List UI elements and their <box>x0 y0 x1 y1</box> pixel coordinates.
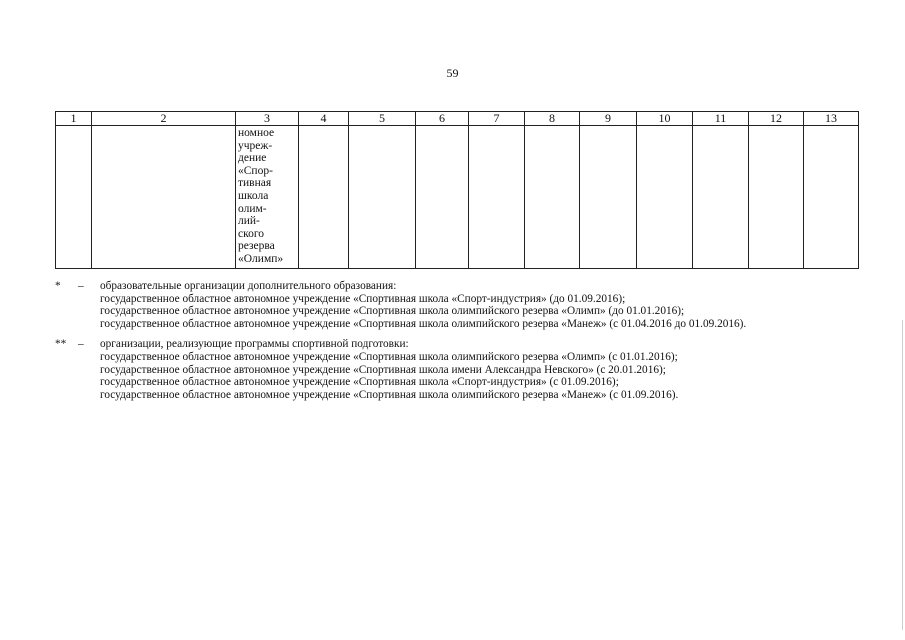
column-header: 1 <box>56 112 92 126</box>
footnote-line: государственное областное автономное учреждение «Спортивная школа олимпийского резерва «Олимп» (с 01.01.2016); <box>100 350 678 363</box>
footnote-line: государственное областное автономное учреждение «Спортивная школа олимпийского резерва «Олимп» (до 01.01.2016); <box>100 305 685 318</box>
footnote-dash: – <box>78 280 84 292</box>
table-cell-institution: номное учреж- дение «Спор- тивная школа олим- лий- ского резерва «Олимп» <box>236 126 299 269</box>
column-header: 4 <box>299 112 349 126</box>
page-number: 59 <box>446 66 459 80</box>
footnote-title: организации, реализующие программы спортивной подготовки: <box>100 338 409 351</box>
table-cell <box>749 126 804 269</box>
column-header: 7 <box>469 112 525 126</box>
table-cell <box>580 126 637 269</box>
table-cell <box>525 126 580 269</box>
table-row <box>56 126 859 269</box>
column-header: 6 <box>416 112 469 126</box>
footnote-dash: – <box>78 338 84 351</box>
column-header: 11 <box>693 112 749 126</box>
column-header: 12 <box>749 112 804 126</box>
table-cell <box>416 126 469 269</box>
column-header: 8 <box>525 112 580 126</box>
footnote-line: государственное областное автономное учреждение «Спортивная школа «Спорт-индустрия» (до 01.09.2016); <box>100 292 626 305</box>
table-cell <box>804 126 859 269</box>
table-cell <box>299 126 349 269</box>
data-table <box>55 111 859 269</box>
footnote-line: государственное областное автономное учреждение «Спортивная школа олимпийского резерва «Манеж» (с 01.09.2016). <box>100 388 679 401</box>
column-header: 10 <box>637 112 693 126</box>
footnote-double-asterisk <box>55 338 875 401</box>
column-header: 3 <box>236 112 299 126</box>
footnote-title: образовательные организации дополнительного образования: <box>100 280 397 292</box>
footnote-line: государственное областное автономное учреждение «Спортивная школа имени Александра Невского» (с 20.01.2016); <box>100 363 666 376</box>
column-header: 9 <box>580 112 637 126</box>
scan-edge-line <box>902 320 903 630</box>
footnote-mark: ** <box>55 338 67 351</box>
footnote-line: государственное областное автономное учреждение «Спортивная школа «Спорт-индустрия» (с 01.09.2016); <box>100 376 619 389</box>
table-cell <box>693 126 749 269</box>
footnote-mark: * <box>55 280 61 292</box>
footnote-line: государственное областное автономное учреждение «Спортивная школа олимпийского резерва «Манеж» (с 01.04.2016 до 01.09.2016). <box>100 317 747 330</box>
footnote-single-asterisk <box>55 280 875 330</box>
column-header: 13 <box>804 112 859 126</box>
column-header: 2 <box>92 112 236 126</box>
table-cell <box>469 126 525 269</box>
column-header: 5 <box>349 112 416 126</box>
table-cell <box>637 126 693 269</box>
table-header-row <box>56 112 859 126</box>
footnotes <box>55 280 875 409</box>
table-cell <box>56 126 92 269</box>
table-cell <box>92 126 236 269</box>
table-cell <box>349 126 416 269</box>
